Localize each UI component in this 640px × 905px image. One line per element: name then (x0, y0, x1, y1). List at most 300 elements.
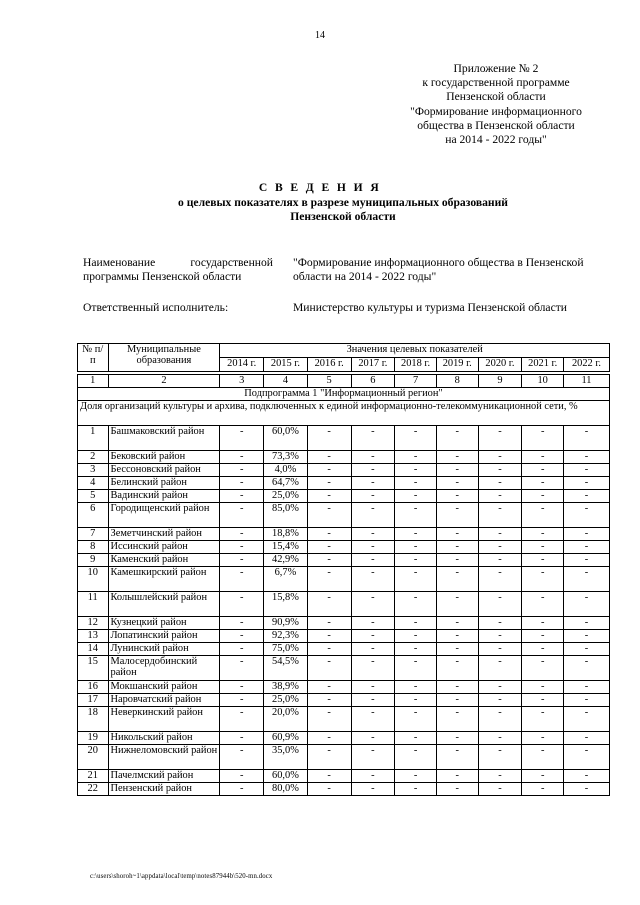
index-cell: 7 (395, 375, 437, 388)
value-dash: - (436, 477, 478, 490)
value-dash: - (478, 770, 522, 783)
value-2015: 25,0% (264, 490, 308, 503)
value-2014: - (220, 643, 264, 656)
year-header: 2021 г. (522, 358, 564, 372)
value-2015: 6,7% (264, 567, 308, 592)
value-dash: - (395, 630, 437, 643)
value-2014: - (220, 464, 264, 477)
value-2014: - (220, 681, 264, 694)
value-dash: - (522, 707, 564, 732)
value-dash: - (395, 464, 437, 477)
index-cell: 4 (264, 375, 308, 388)
value-dash: - (564, 554, 610, 567)
value-dash: - (395, 503, 437, 528)
value-dash: - (307, 451, 351, 464)
value-dash: - (307, 541, 351, 554)
index-cell: 9 (478, 375, 522, 388)
row-number: 5 (78, 490, 109, 503)
value-dash: - (307, 732, 351, 745)
index-cell: 2 (108, 375, 220, 388)
value-2014: - (220, 656, 264, 681)
table-row (78, 528, 610, 541)
value-dash: - (564, 567, 610, 592)
value-dash: - (395, 567, 437, 592)
value-dash: - (478, 426, 522, 451)
value-dash: - (351, 707, 395, 732)
index-cell: 10 (522, 375, 564, 388)
value-dash: - (351, 630, 395, 643)
table-row (78, 630, 610, 643)
value-dash: - (351, 451, 395, 464)
value-dash: - (307, 630, 351, 643)
value-dash: - (436, 528, 478, 541)
table-row (78, 426, 610, 451)
row-number: 20 (78, 745, 109, 770)
table-row (78, 643, 610, 656)
index-cell: 5 (307, 375, 351, 388)
value-dash: - (307, 681, 351, 694)
value-dash: - (522, 681, 564, 694)
value-dash: - (478, 592, 522, 617)
municipality-name: Колышлейский район (108, 592, 220, 617)
value-dash: - (522, 567, 564, 592)
value-2015: 18,8% (264, 528, 308, 541)
value-2014: - (220, 477, 264, 490)
table-row (78, 656, 610, 681)
value-2015: 42,9% (264, 554, 308, 567)
value-dash: - (307, 477, 351, 490)
value-dash: - (395, 783, 437, 796)
value-2014: - (220, 592, 264, 617)
value-dash: - (395, 541, 437, 554)
table-row (78, 567, 610, 592)
value-dash: - (395, 732, 437, 745)
value-dash: - (564, 681, 610, 694)
value-dash: - (522, 528, 564, 541)
value-2015: 90,9% (264, 617, 308, 630)
value-2015: 85,0% (264, 503, 308, 528)
appendix-line: на 2014 - 2022 годы" (445, 133, 547, 147)
value-2014: - (220, 617, 264, 630)
value-dash: - (307, 592, 351, 617)
col-header-name: Муниципальные образования (108, 344, 220, 372)
value-dash: - (436, 783, 478, 796)
value-dash: - (564, 503, 610, 528)
value-dash: - (564, 783, 610, 796)
municipality-name: Пачелмский район (108, 770, 220, 783)
value-dash: - (436, 617, 478, 630)
value-dash: - (564, 464, 610, 477)
indicators-table (77, 343, 610, 796)
subprogram-row (78, 388, 610, 401)
value-dash: - (436, 732, 478, 745)
value-2014: - (220, 554, 264, 567)
table-row (78, 732, 610, 745)
value-dash: - (395, 617, 437, 630)
value-dash: - (522, 592, 564, 617)
value-dash: - (564, 617, 610, 630)
value-dash: - (564, 643, 610, 656)
table-row (78, 503, 610, 528)
value-dash: - (564, 528, 610, 541)
municipality-name: Наровчатский район (108, 694, 220, 707)
value-dash: - (307, 490, 351, 503)
year-header: 2017 г. (351, 358, 395, 372)
value-dash: - (351, 426, 395, 451)
value-dash: - (436, 451, 478, 464)
index-cell: 1 (78, 375, 109, 388)
municipality-name: Каменский район (108, 554, 220, 567)
value-dash: - (564, 656, 610, 681)
value-dash: - (436, 656, 478, 681)
value-2015: 80,0% (264, 783, 308, 796)
row-number: 15 (78, 656, 109, 681)
value-dash: - (478, 541, 522, 554)
municipality-name: Мокшанский район (108, 681, 220, 694)
row-number: 1 (78, 426, 109, 451)
table-row (78, 770, 610, 783)
value-2014: - (220, 451, 264, 464)
value-dash: - (307, 656, 351, 681)
value-dash: - (522, 490, 564, 503)
value-dash: - (564, 732, 610, 745)
responsible-label: Ответственный исполнитель: (83, 301, 229, 314)
municipality-name: Камешкирский район (108, 567, 220, 592)
value-dash: - (436, 554, 478, 567)
program-label: Наименование государственной программы Пензенской области (83, 256, 273, 284)
row-number: 21 (78, 770, 109, 783)
value-dash: - (478, 554, 522, 567)
value-dash: - (478, 490, 522, 503)
table-row (78, 554, 610, 567)
value-dash: - (395, 490, 437, 503)
value-2015: 4,0% (264, 464, 308, 477)
table-row (78, 477, 610, 490)
value-dash: - (351, 732, 395, 745)
value-dash: - (478, 707, 522, 732)
value-dash: - (307, 707, 351, 732)
value-2014: - (220, 783, 264, 796)
value-2014: - (220, 567, 264, 592)
value-dash: - (478, 451, 522, 464)
value-dash: - (522, 503, 564, 528)
value-dash: - (522, 426, 564, 451)
value-dash: - (351, 617, 395, 630)
value-dash: - (351, 656, 395, 681)
municipality-name: Лунинский район (108, 643, 220, 656)
row-number: 10 (78, 567, 109, 592)
responsible-value: Министерство культуры и туризма Пензенской области (293, 301, 567, 314)
value-dash: - (564, 477, 610, 490)
value-dash: - (351, 567, 395, 592)
municipality-name: Башмаковский район (108, 426, 220, 451)
table-row (78, 694, 610, 707)
value-dash: - (522, 770, 564, 783)
value-dash: - (351, 681, 395, 694)
value-dash: - (436, 643, 478, 656)
row-number: 2 (78, 451, 109, 464)
table-row (78, 783, 610, 796)
indicator-row (78, 401, 610, 426)
value-dash: - (478, 503, 522, 528)
value-dash: - (395, 426, 437, 451)
value-dash: - (478, 630, 522, 643)
value-dash: - (522, 694, 564, 707)
value-dash: - (436, 694, 478, 707)
value-dash: - (478, 617, 522, 630)
value-2015: 15,8% (264, 592, 308, 617)
value-2015: 73,3% (264, 451, 308, 464)
index-cell: 11 (564, 375, 610, 388)
appendix-block (380, 62, 612, 147)
municipality-name: Никольский район (108, 732, 220, 745)
value-dash: - (351, 490, 395, 503)
value-dash: - (395, 745, 437, 770)
municipality-name: Белинский район (108, 477, 220, 490)
index-cell: 3 (220, 375, 264, 388)
value-dash: - (522, 617, 564, 630)
municipality-name: Нижнеломовский район (108, 745, 220, 770)
year-header: 2018 г. (395, 358, 437, 372)
value-dash: - (478, 528, 522, 541)
value-dash: - (395, 477, 437, 490)
value-2014: - (220, 426, 264, 451)
table-row (78, 541, 610, 554)
value-dash: - (564, 745, 610, 770)
value-dash: - (307, 617, 351, 630)
table-row (78, 681, 610, 694)
value-dash: - (478, 694, 522, 707)
document-subtitle: о целевых показателях в разрезе муниципальных образований Пензенской области (178, 196, 508, 223)
row-number: 7 (78, 528, 109, 541)
value-dash: - (436, 567, 478, 592)
appendix-line: "Формирование информационного (410, 104, 582, 118)
value-2014: - (220, 707, 264, 732)
value-dash: - (351, 745, 395, 770)
subprogram-title: Подпрограмма 1 "Информационный регион" (78, 388, 610, 401)
header-row (78, 344, 610, 358)
index-cell: 6 (351, 375, 395, 388)
municipality-name: Кузнецкий район (108, 617, 220, 630)
value-dash: - (522, 643, 564, 656)
appendix-line: Пензенской области (446, 90, 546, 104)
value-2014: - (220, 630, 264, 643)
value-dash: - (395, 681, 437, 694)
value-dash: - (351, 783, 395, 796)
value-dash: - (307, 528, 351, 541)
value-2015: 38,9% (264, 681, 308, 694)
row-number: 11 (78, 592, 109, 617)
table-row (78, 490, 610, 503)
municipality-name: Иссинский район (108, 541, 220, 554)
value-2014: - (220, 490, 264, 503)
value-dash: - (307, 426, 351, 451)
value-dash: - (564, 451, 610, 464)
value-2015: 35,0% (264, 745, 308, 770)
value-dash: - (564, 592, 610, 617)
value-dash: - (395, 643, 437, 656)
value-2015: 60,0% (264, 770, 308, 783)
value-dash: - (351, 592, 395, 617)
program-value: "Формирование информационного общества в Пензенской области на 2014 - 2022 годы" (293, 256, 584, 284)
municipality-name: Неверкинский район (108, 707, 220, 732)
value-dash: - (478, 783, 522, 796)
row-number: 12 (78, 617, 109, 630)
value-2014: - (220, 694, 264, 707)
value-2015: 75,0% (264, 643, 308, 656)
row-number: 19 (78, 732, 109, 745)
footer-file-path: c:\users\shoroh~1\appdata\local\temp\notes87944b\520-mn.docx (90, 873, 273, 880)
row-number: 4 (78, 477, 109, 490)
value-dash: - (478, 567, 522, 592)
row-number: 14 (78, 643, 109, 656)
value-dash: - (522, 554, 564, 567)
row-number: 8 (78, 541, 109, 554)
municipality-name: Бековский район (108, 451, 220, 464)
value-dash: - (436, 745, 478, 770)
value-dash: - (478, 656, 522, 681)
municipality-name: Пензенский район (108, 783, 220, 796)
value-dash: - (395, 528, 437, 541)
value-dash: - (395, 554, 437, 567)
value-2014: - (220, 732, 264, 745)
value-dash: - (351, 770, 395, 783)
value-dash: - (307, 554, 351, 567)
value-2014: - (220, 770, 264, 783)
table-row (78, 707, 610, 732)
municipality-name: Лопатинский район (108, 630, 220, 643)
value-2015: 15,4% (264, 541, 308, 554)
index-cell: 8 (436, 375, 478, 388)
value-dash: - (351, 554, 395, 567)
row-number: 13 (78, 630, 109, 643)
value-dash: - (395, 770, 437, 783)
value-dash: - (395, 451, 437, 464)
appendix-line: к государственной программе (422, 76, 570, 90)
value-dash: - (395, 707, 437, 732)
value-dash: - (307, 464, 351, 477)
value-2015: 25,0% (264, 694, 308, 707)
value-dash: - (564, 694, 610, 707)
year-header: 2019 г. (436, 358, 478, 372)
value-dash: - (395, 592, 437, 617)
value-dash: - (436, 464, 478, 477)
value-dash: - (478, 643, 522, 656)
value-dash: - (522, 656, 564, 681)
row-number: 3 (78, 464, 109, 477)
year-header: 2014 г. (220, 358, 264, 372)
value-dash: - (436, 503, 478, 528)
value-dash: - (436, 681, 478, 694)
value-dash: - (436, 541, 478, 554)
value-dash: - (522, 783, 564, 796)
page-number: 14 (315, 30, 325, 41)
value-dash: - (351, 477, 395, 490)
value-dash: - (436, 630, 478, 643)
value-dash: - (564, 490, 610, 503)
value-dash: - (478, 681, 522, 694)
value-dash: - (522, 732, 564, 745)
value-2014: - (220, 745, 264, 770)
value-dash: - (351, 541, 395, 554)
municipality-name: Малосердобинский район (108, 656, 220, 681)
values-header: Значения целевых показателей (220, 344, 610, 358)
indicators-table-body (78, 344, 610, 796)
value-dash: - (351, 694, 395, 707)
value-2015: 20,0% (264, 707, 308, 732)
value-dash: - (436, 426, 478, 451)
value-dash: - (395, 656, 437, 681)
row-number: 9 (78, 554, 109, 567)
value-dash: - (564, 707, 610, 732)
value-2014: - (220, 541, 264, 554)
row-number: 17 (78, 694, 109, 707)
value-2015: 54,5% (264, 656, 308, 681)
value-2015: 64,7% (264, 477, 308, 490)
row-number: 16 (78, 681, 109, 694)
municipality-name: Городищенский район (108, 503, 220, 528)
value-dash: - (395, 694, 437, 707)
municipality-name: Земетчинский район (108, 528, 220, 541)
value-dash: - (522, 477, 564, 490)
value-dash: - (522, 464, 564, 477)
value-dash: - (307, 783, 351, 796)
value-dash: - (351, 643, 395, 656)
year-header: 2020 г. (478, 358, 522, 372)
value-dash: - (478, 464, 522, 477)
value-dash: - (478, 745, 522, 770)
value-dash: - (478, 732, 522, 745)
value-dash: - (307, 643, 351, 656)
row-number: 18 (78, 707, 109, 732)
table-row (78, 745, 610, 770)
value-2014: - (220, 528, 264, 541)
indicator-title: Доля организаций культуры и архива, подключенных к единой информационно-телекоммуникационной сети, % (78, 401, 610, 426)
table-row (78, 592, 610, 617)
value-dash: - (522, 630, 564, 643)
value-dash: - (307, 770, 351, 783)
year-header: 2015 г. (264, 358, 308, 372)
value-dash: - (307, 567, 351, 592)
year-header: 2016 г. (307, 358, 351, 372)
value-dash: - (522, 451, 564, 464)
value-2015: 60,0% (264, 426, 308, 451)
table-row (78, 451, 610, 464)
value-dash: - (436, 707, 478, 732)
value-dash: - (436, 770, 478, 783)
value-dash: - (522, 745, 564, 770)
municipality-name: Вадинский район (108, 490, 220, 503)
municipality-name: Бессоновский район (108, 464, 220, 477)
row-number: 22 (78, 783, 109, 796)
value-dash: - (564, 426, 610, 451)
appendix-line: Приложение № 2 (453, 62, 539, 75)
table-row (78, 464, 610, 477)
value-dash: - (522, 541, 564, 554)
value-2015: 92,3% (264, 630, 308, 643)
value-dash: - (307, 745, 351, 770)
row-number: 6 (78, 503, 109, 528)
value-dash: - (307, 503, 351, 528)
value-dash: - (436, 490, 478, 503)
year-header: 2022 г. (564, 358, 610, 372)
document-title: С В Е Д Е Н И Я (258, 181, 382, 194)
col-header-num: № п/п (78, 344, 109, 372)
appendix-line: общества в Пензенской области (417, 118, 575, 132)
value-2014: - (220, 503, 264, 528)
value-dash: - (307, 694, 351, 707)
value-dash: - (564, 541, 610, 554)
